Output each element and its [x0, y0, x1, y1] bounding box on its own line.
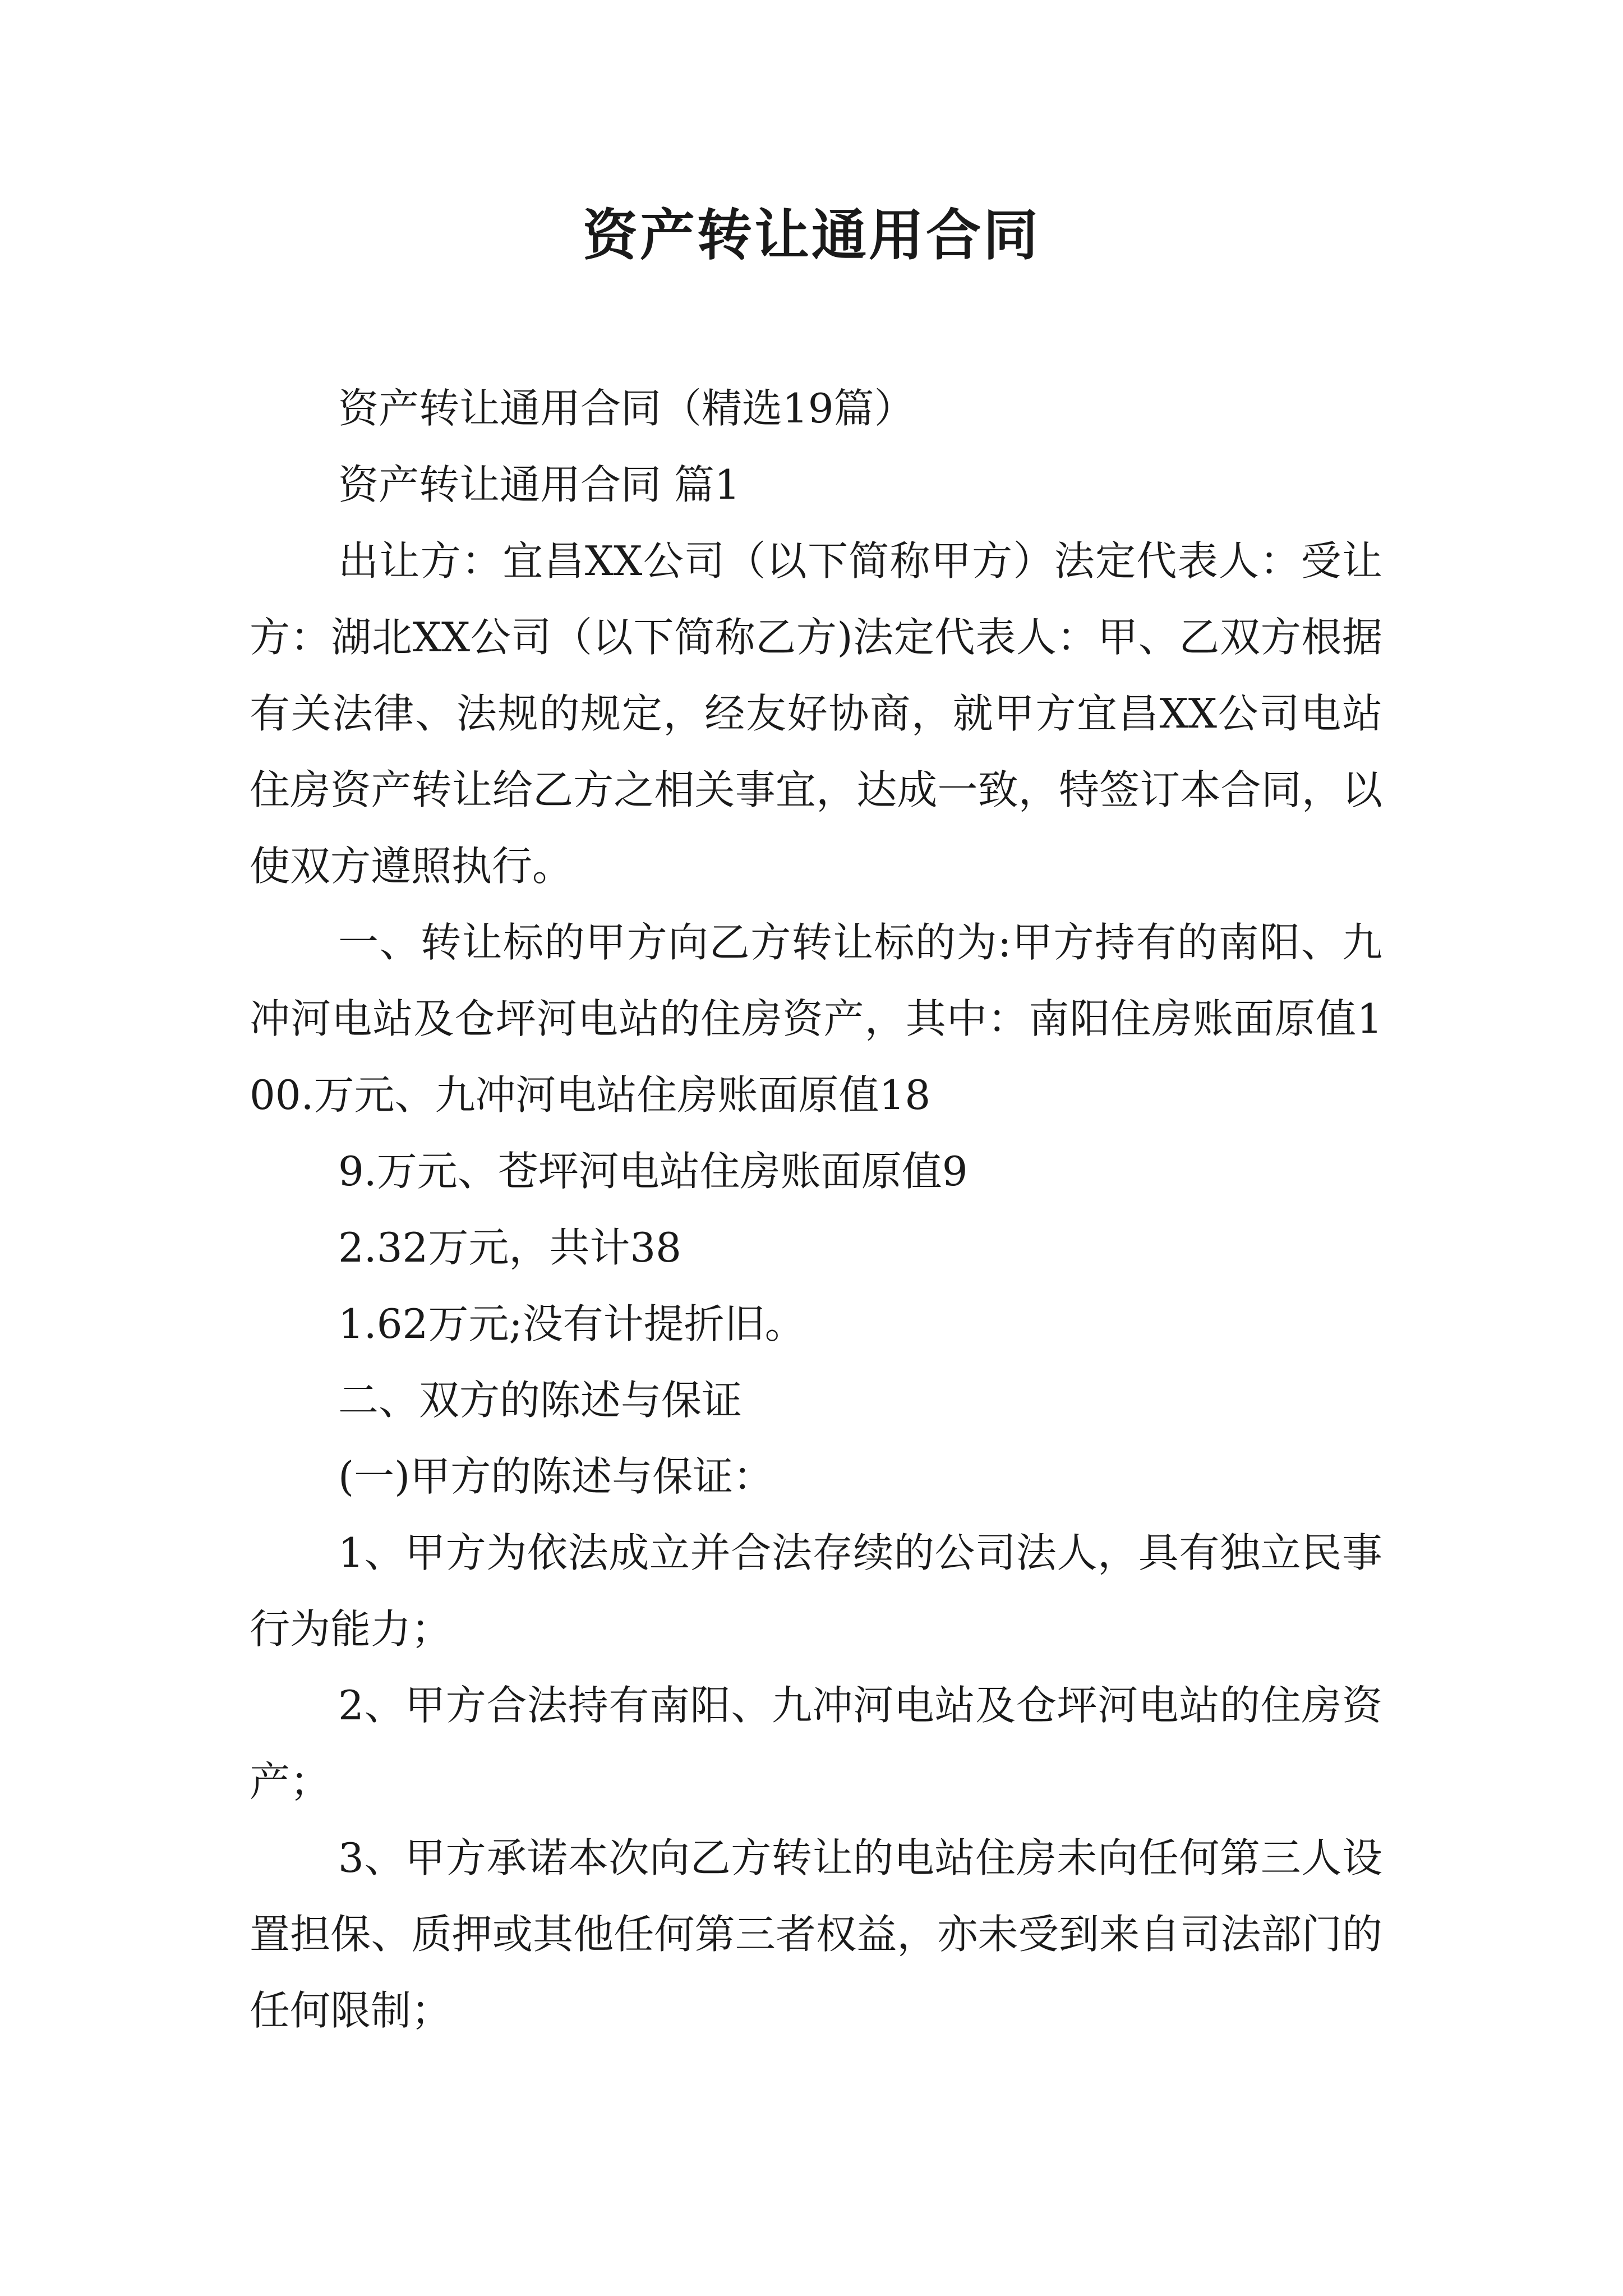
paragraph-clause-1: 1、甲方为依法成立并合法存续的公司法人，具有独立民事行为能力；: [250, 1529, 1382, 1653]
paragraph-clause-2: 2、甲方合法持有南阳、九冲河电站及仓坪河电站的住房资产；: [250, 1682, 1382, 1805]
paragraph-section-heading: 资产转让通用合同 篇1: [338, 461, 740, 508]
paragraph-value-line-2: 2.32万元，共计38: [338, 1224, 681, 1271]
paragraph-statements-heading: 二、双方的陈述与保证: [338, 1377, 743, 1424]
paragraph-subtitle: 资产转让通用合同（精选19篇）: [338, 385, 915, 432]
paragraph-value-line-3: 1.62万元;没有计提折旧。: [338, 1300, 805, 1347]
paragraph-parties: 出让方：宜昌XX公司（以下简称甲方）法定代表人：受让方：湖北XX公司（以下简称乙方)法定代表人：甲、乙双方根据有关法律、法规的规定，经友好协商，就甲方宜昌XX公司电站住房资产转让给乙方之相关事宜，达成一致，特签订本合同，以使双方遵照执行。: [250, 537, 1382, 890]
document-body: [250, 370, 1382, 2049]
paragraph-clause-3: 3、甲方承诺本次向乙方转让的电站住房未向任何第三人设置担保、质押或其他任何第三者权益，亦未受到来自司法部门的任何限制；: [250, 1834, 1382, 2034]
paragraph-party-a-heading: (一)甲方的陈述与保证：: [338, 1453, 774, 1500]
paragraph-transfer-subject: 一、转让标的甲方向乙方转让标的为:甲方持有的南阳、九冲河电站及仓坪河电站的住房资产，其中：南阳住房账面原值100.万元、九冲河电站住房账面原值18: [250, 919, 1382, 1119]
paragraph-value-line-1: 9.万元、苍坪河电站住房账面原值9: [338, 1148, 968, 1195]
document-title: 资产转让通用合同: [582, 203, 1040, 268]
